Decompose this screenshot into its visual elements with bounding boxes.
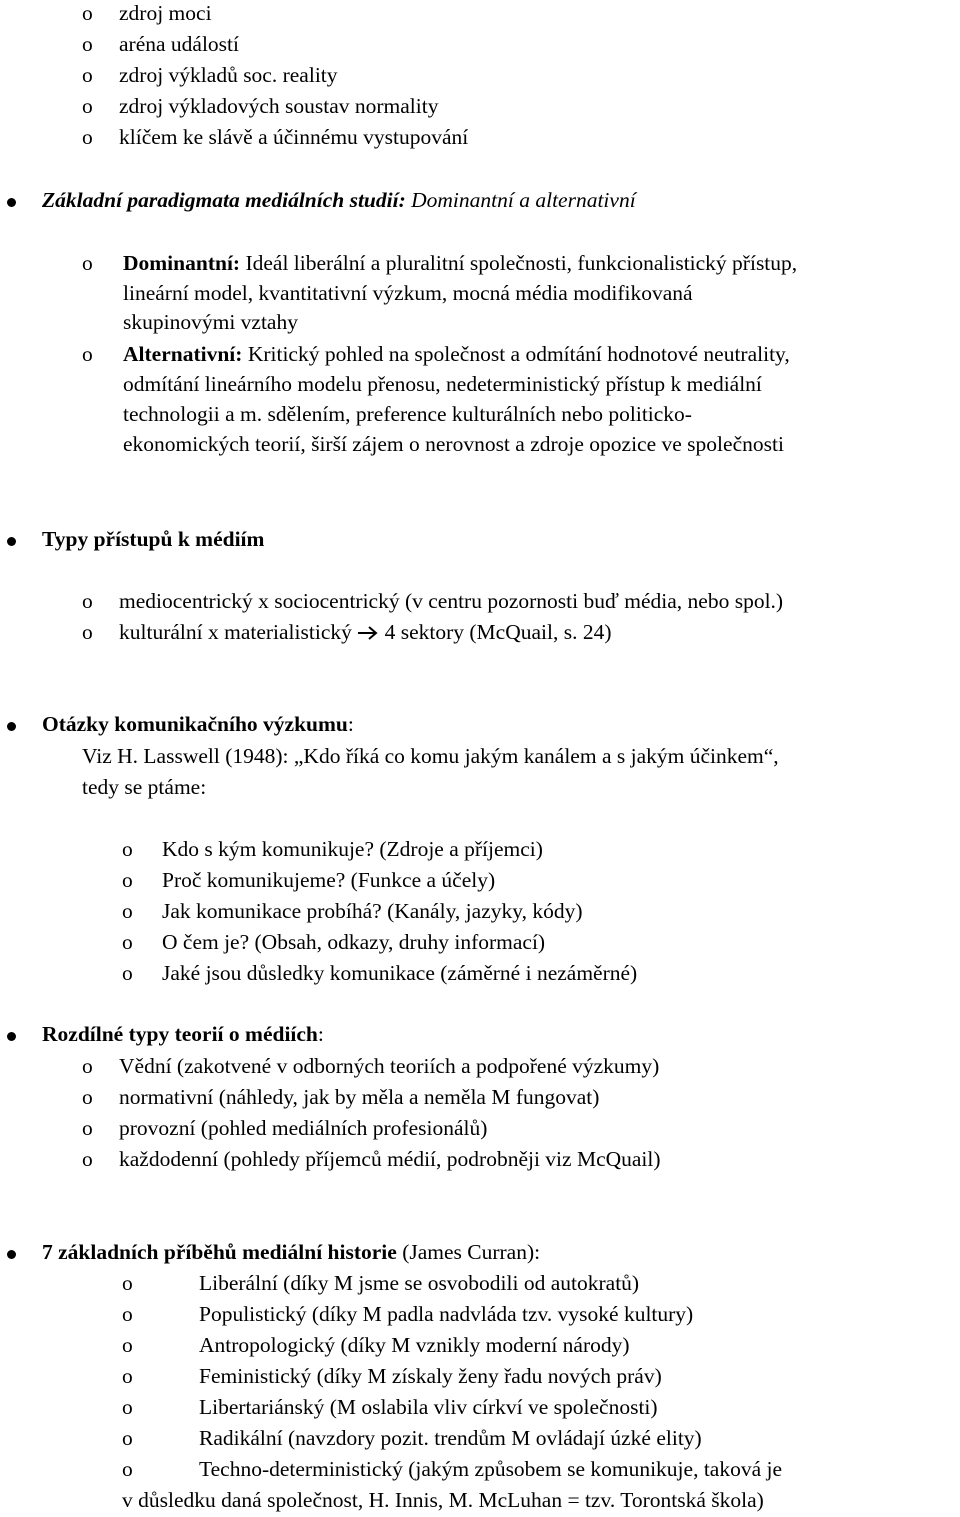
research-heading-tail: :	[347, 712, 354, 736]
section-heading	[42, 190, 636, 212]
list-marker: o	[82, 1147, 93, 1171]
list-marker: o	[122, 1302, 133, 1326]
list-marker: o	[82, 1054, 93, 1078]
alternative-line-1	[123, 344, 790, 366]
list-marker: o	[82, 251, 93, 275]
list-marker: o	[82, 125, 93, 149]
list-marker: o	[122, 1395, 133, 1419]
question-item: Proč komunikujeme? (Funkce a účely)	[162, 868, 496, 892]
list-marker: o	[122, 930, 133, 954]
list-marker: o	[82, 1116, 93, 1140]
question-item: Kdo s kým komunikuje? (Zdroje a příjemci)	[162, 837, 543, 861]
list-item: aréna událostí	[119, 32, 239, 56]
intro-line-2: tedy se ptáme:	[82, 775, 207, 799]
list-marker: o	[82, 620, 93, 644]
question-item: O čem je? (Obsah, odkazy, druhy informací)	[162, 930, 546, 954]
list-marker: o	[122, 961, 133, 985]
history-item: Radikální (navzdory pozit. trendům M ovládají úzké elity)	[199, 1426, 702, 1450]
list-marker: o	[122, 1426, 133, 1450]
bullet-icon	[7, 1032, 16, 1041]
list-item: klíčem ke slávě a účinnému vystupování	[119, 125, 469, 149]
alternative-text: Kritický pohled na společnost a odmítání hodnotové neutrality,	[242, 342, 790, 366]
list-marker: o	[122, 1333, 133, 1357]
list-marker: o	[82, 32, 93, 56]
alternative-line-2: odmítání lineárního modelu přenosu, nedeterministický přístup k mediální	[123, 372, 762, 396]
section-heading	[42, 1024, 324, 1046]
list-marker: o	[82, 1, 93, 25]
history-item: Liberální (díky M jsme se osvobodili od autokratů)	[199, 1271, 640, 1295]
dominant-term: Dominantní:	[123, 251, 241, 275]
list-marker: o	[122, 1271, 133, 1295]
bullet-icon	[7, 1250, 16, 1259]
list-item: mediocentrický x sociocentrický (v centru pozornosti buď média, nebo spol.)	[119, 589, 784, 613]
section-heading: Typy přístupů k médiím	[42, 527, 265, 551]
theories-heading-strong: Rozdílné typy teorií o médiích	[42, 1022, 318, 1046]
history-continuation: v důsledku daná společnost, H. Innis, M. McLuhan = tzv. Torontská škola)	[122, 1488, 764, 1512]
alternative-line-4: ekonomických teorií, širší zájem o nerovnost a zdroje opozice ve společnosti	[123, 432, 784, 456]
theories-heading-tail: :	[317, 1022, 324, 1046]
history-item: Techno-deterministický (jakým způsobem se komunikuje, taková je	[199, 1457, 783, 1481]
bullet-icon	[7, 198, 16, 207]
history-item: Populistický (díky M padla nadvláda tzv. vysoké kultury)	[199, 1302, 694, 1326]
list-marker: o	[82, 342, 93, 366]
list-item: zdroj výkladů soc. reality	[119, 63, 338, 87]
list-marker: o	[82, 94, 93, 118]
dominant-line-3: skupinovými vztahy	[123, 310, 298, 334]
dominant-text: Ideál liberální a pluralitní společnosti, funkcionalistický přístup,	[240, 251, 798, 275]
history-heading-strong: 7 základních příběhů mediální historie	[42, 1240, 397, 1264]
item-text-before: kulturální x materialistický	[119, 620, 358, 644]
history-item: Feministický (díky M získaly ženy řadu nových práv)	[199, 1364, 662, 1388]
paradigms-heading-strong: Základní paradigmata mediálních studií:	[42, 188, 406, 212]
paradigms-heading-tail: Dominantní a alternativní	[405, 188, 636, 212]
list-marker: o	[82, 63, 93, 87]
dominant-line-1	[123, 253, 797, 275]
history-item: Antropologický (díky M vznikly moderní národy)	[199, 1333, 630, 1357]
list-marker: o	[82, 589, 93, 613]
section-heading	[42, 714, 354, 736]
question-item: Jak komunikace probíhá? (Kanály, jazyky, kódy)	[162, 899, 583, 923]
list-item: zdroj moci	[119, 1, 212, 25]
alternative-line-3: technologii a m. sdělením, preference kulturálních nebo politicko-	[123, 402, 692, 426]
list-item: provozní (pohled mediálních profesionálů)	[119, 1116, 488, 1140]
question-item: Jaké jsou důsledky komunikace (záměrné i nezáměrné)	[162, 961, 638, 985]
arrow-right-icon	[357, 626, 379, 640]
alternative-term: Alternativní:	[123, 342, 243, 366]
list-item: Vědní (zakotvené v odborných teoriích a podpořené výzkumy)	[119, 1054, 660, 1078]
research-heading-strong: Otázky komunikačního výzkumu	[42, 712, 348, 736]
history-item: Libertariánský (M oslabila vliv církví ve společnosti)	[199, 1395, 658, 1419]
item-text-after: 4 sektory (McQuail, s. 24)	[379, 620, 612, 644]
list-marker: o	[122, 1457, 133, 1481]
list-marker: o	[122, 837, 133, 861]
list-marker: o	[82, 1085, 93, 1109]
bullet-icon	[7, 537, 16, 546]
history-heading-tail: (James Curran):	[396, 1240, 541, 1264]
dominant-line-2: lineární model, kvantitativní výzkum, mocná média modifikovaná	[123, 281, 693, 305]
list-marker: o	[122, 1364, 133, 1388]
list-item: zdroj výkladových soustav normality	[119, 94, 439, 118]
section-heading	[42, 1242, 540, 1264]
list-item: normativní (náhledy, jak by měla a neměla M fungovat)	[119, 1085, 600, 1109]
list-item: každodenní (pohledy příjemců médií, podrobněji viz McQuail)	[119, 1147, 661, 1171]
intro-line-1: Viz H. Lasswell (1948): „Kdo říká co komu jakým kanálem a s jakým účinkem“,	[82, 744, 779, 768]
list-marker: o	[122, 899, 133, 923]
list-marker: o	[122, 868, 133, 892]
list-item	[119, 622, 612, 644]
bullet-icon	[7, 722, 16, 731]
